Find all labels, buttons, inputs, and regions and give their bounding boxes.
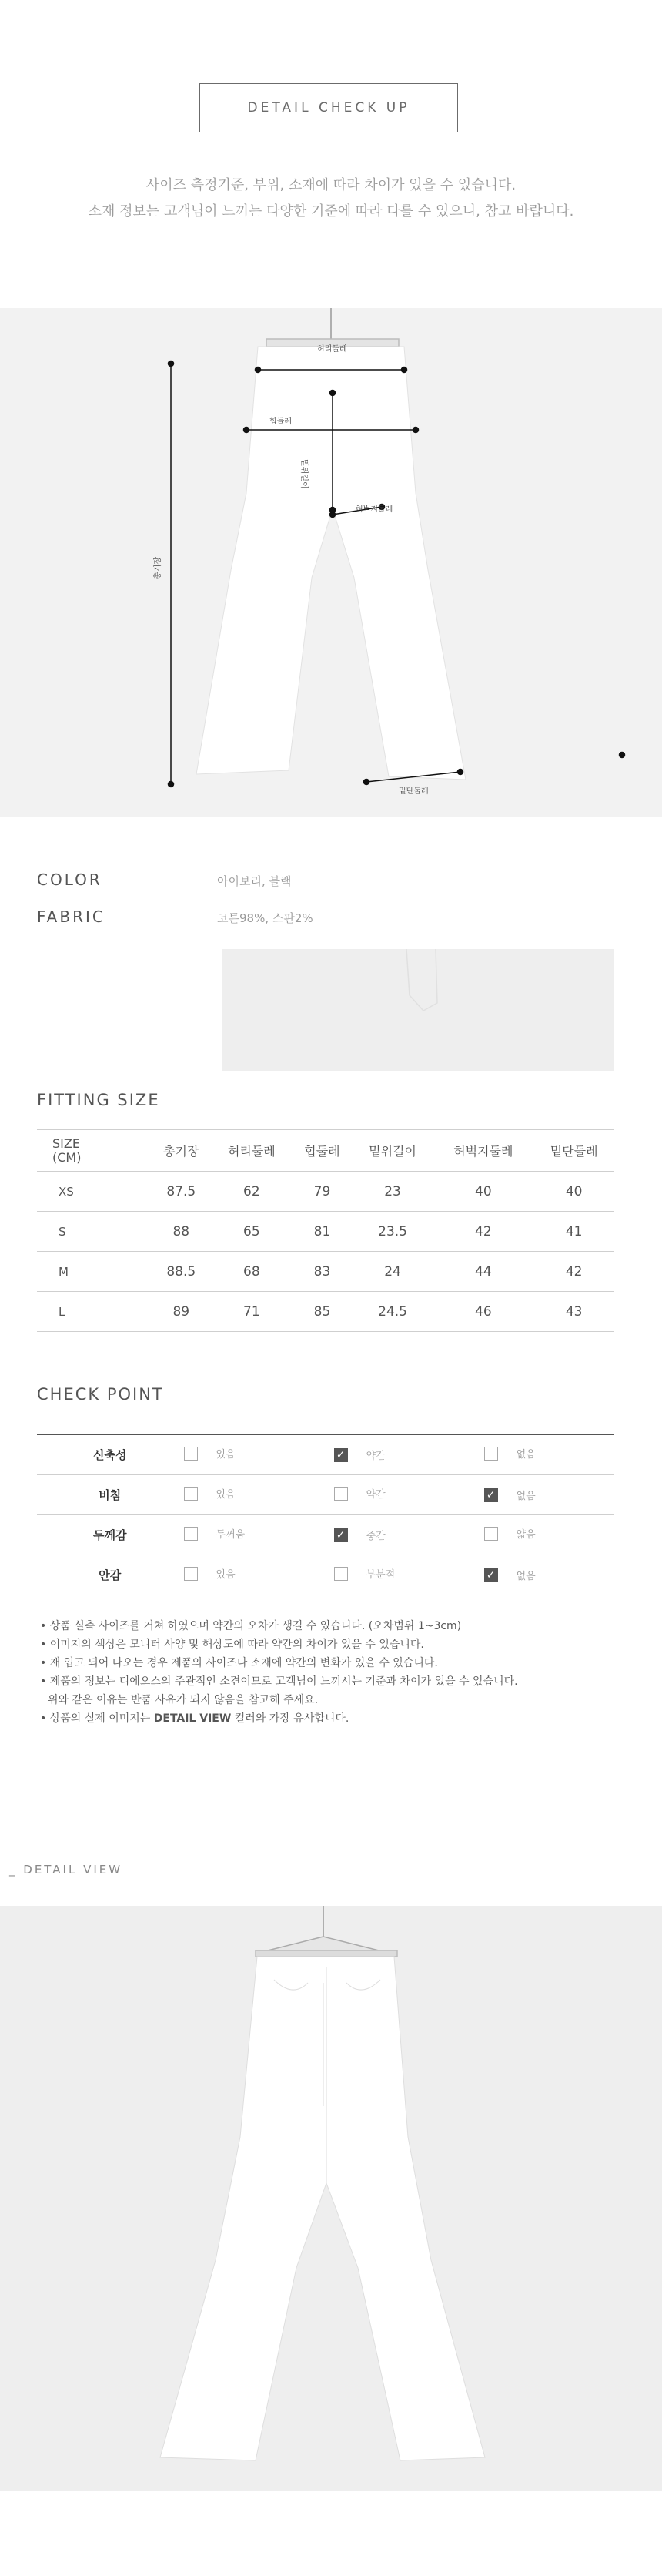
intro-line-2: 소재 정보는 고객님이 느끼는 다양한 기준에 따라 다를 수 있으니, 참고 바랍니다. (88, 203, 574, 220)
length-header: 총기장 (151, 1130, 212, 1172)
table-cell: 62 (212, 1172, 293, 1212)
note-5-bold: DETAIL VIEW (153, 1712, 232, 1725)
check-option-cell (183, 1515, 333, 1555)
note-5-post: 컬러와 가장 유사합니다. (231, 1712, 349, 1725)
table-cell: 40 (433, 1172, 533, 1212)
table-cell: 23.5 (353, 1212, 433, 1252)
size-table (37, 1129, 614, 1332)
detail-view-label: _ DETAIL VIEW (9, 1863, 123, 1877)
table-cell: 65 (212, 1212, 293, 1252)
check-option-cell (183, 1435, 333, 1475)
fabric-value: 코튼98%, 스판2% (217, 911, 313, 925)
check-option-cell (333, 1515, 483, 1555)
table-cell: 23 (353, 1172, 433, 1212)
size-cell: L (37, 1292, 151, 1332)
check-point-table (37, 1434, 614, 1595)
size-header: SIZE (CM) (37, 1130, 151, 1172)
hanger-icon (256, 1906, 397, 1957)
size-cell: M (37, 1252, 151, 1292)
check-option-label: 있음 (216, 1489, 236, 1501)
check-row (37, 1435, 614, 1475)
check-category: 안감 (37, 1555, 183, 1595)
thigh-header: 허벅지둘레 (433, 1130, 533, 1172)
check-option-cell (183, 1475, 333, 1515)
table-cell: 83 (292, 1252, 353, 1292)
size-table-header (37, 1130, 614, 1172)
table-cell: 46 (433, 1292, 533, 1332)
table-cell: 40 (533, 1172, 614, 1212)
table-row (37, 1172, 614, 1212)
check-option-label: 약간 (366, 1489, 386, 1501)
note-5 (40, 1710, 349, 1726)
note-5-pre: • 상품의 실제 이미지는 (40, 1712, 154, 1725)
size-cell: XS (37, 1172, 151, 1212)
check-option (184, 1446, 236, 1461)
check-option (484, 1568, 536, 1582)
check-category: 신축성 (37, 1435, 183, 1475)
check-option (484, 1488, 536, 1502)
check-option-label: 없음 (516, 1449, 536, 1461)
checked-checkbox-icon: ✓ (334, 1448, 348, 1462)
thigh-label: 허벅지둘레 (356, 505, 393, 514)
hem-header: 밑단둘레 (533, 1130, 614, 1172)
measurement-diagram (0, 308, 662, 817)
table-row (37, 1212, 614, 1252)
table-cell: 87.5 (151, 1172, 212, 1212)
color-label: COLOR (37, 870, 102, 889)
rise-label: 밑위길이 (299, 459, 308, 489)
waist-header: 허리둘레 (212, 1130, 293, 1172)
intro-line-1: 사이즈 측정기준, 부위, 소재에 따라 차이가 있을 수 있습니다. (145, 177, 517, 193)
check-option (334, 1486, 386, 1501)
length-label: 총기장 (154, 557, 162, 579)
check-option-label: 부분적 (366, 1569, 396, 1581)
check-option-cell (333, 1555, 483, 1595)
checkbox-icon (184, 1527, 198, 1541)
check-option (184, 1486, 236, 1501)
check-option (184, 1526, 246, 1541)
checkbox-icon (184, 1567, 198, 1581)
hem-label: 밑단둘레 (399, 787, 429, 796)
check-option-cell (483, 1435, 614, 1475)
check-option-cell (333, 1475, 483, 1515)
color-value: 아이보리, 블랙 (217, 874, 292, 888)
hip-header: 힙둘레 (292, 1130, 353, 1172)
detail-check-up-title: DETAIL CHECK UP (199, 83, 458, 132)
check-row (37, 1555, 614, 1595)
checkbox-icon (484, 1527, 498, 1541)
table-cell: 88.5 (151, 1252, 212, 1292)
check-option-cell (483, 1475, 614, 1515)
checked-checkbox-icon: ✓ (334, 1528, 348, 1542)
pants-image (160, 1957, 485, 2460)
checkbox-icon (184, 1447, 198, 1461)
check-option (484, 1526, 536, 1541)
check-option (334, 1447, 386, 1462)
table-cell: 81 (292, 1212, 353, 1252)
table-cell: 68 (212, 1252, 293, 1292)
check-option-cell (483, 1555, 614, 1595)
note-1: • 상품 실측 사이즈를 거쳐 하였으며 약간의 오차가 생길 수 있습니다. (오차범위 1~3cm) (40, 1620, 462, 1632)
table-cell: 44 (433, 1252, 533, 1292)
check-point-title: CHECK POINT (37, 1385, 164, 1404)
table-cell: 43 (533, 1292, 614, 1332)
table-row (37, 1292, 614, 1332)
check-row (37, 1475, 614, 1515)
check-row (37, 1515, 614, 1555)
note-3: • 재 입고 되어 나오는 경우 제품의 사이즈나 소재에 약간의 변화가 있을 수 있습니다. (40, 1657, 438, 1669)
checkbox-icon (484, 1447, 498, 1461)
table-cell: 42 (533, 1252, 614, 1292)
table-cell: 89 (151, 1292, 212, 1332)
note-4: • 제품의 정보는 디에오스의 주관적인 소견이므로 고객님이 느끼시는 기준과 차이가 있을 수 있습니다. (40, 1675, 518, 1688)
fabric-label: FABRIC (37, 907, 105, 926)
check-option-label: 약간 (366, 1451, 386, 1462)
checkbox-icon (334, 1487, 348, 1501)
pants-measurement-illustration (0, 308, 662, 817)
hip-label: 힙둘레 (269, 418, 292, 426)
table-cell: 71 (212, 1292, 293, 1332)
note-2: • 이미지의 색상은 모니터 사양 및 해상도에 따라 약간의 차이가 있을 수 있습니다. (40, 1639, 424, 1651)
check-option-label: 있음 (216, 1449, 236, 1461)
check-option-label: 없음 (516, 1571, 536, 1582)
table-cell: 24.5 (353, 1292, 433, 1332)
detail-view-image (0, 1906, 662, 2491)
size-cell: S (37, 1212, 151, 1252)
table-cell: 85 (292, 1292, 353, 1332)
check-option-label: 중간 (366, 1531, 386, 1542)
check-option-label: 있음 (216, 1569, 236, 1581)
table-cell: 24 (353, 1252, 433, 1292)
fabric-swatch-image (222, 949, 614, 1071)
checked-checkbox-icon: ✓ (484, 1488, 498, 1502)
check-option-cell (333, 1435, 483, 1475)
rise-header: 밑위길이 (353, 1130, 433, 1172)
note-4b: 위와 같은 이유는 반품 사유가 되지 않음을 참고해 주세요. (48, 1694, 319, 1706)
fitting-size-title: FITTING SIZE (37, 1091, 160, 1109)
check-option (334, 1528, 386, 1542)
hanger-icon (266, 308, 399, 347)
table-cell: 79 (292, 1172, 353, 1212)
check-option-label: 두꺼움 (216, 1529, 246, 1541)
table-cell: 41 (533, 1212, 614, 1252)
checkbox-icon (184, 1487, 198, 1501)
check-option (484, 1446, 536, 1461)
checked-checkbox-icon: ✓ (484, 1568, 498, 1582)
check-category: 비침 (37, 1475, 183, 1515)
check-option-cell (483, 1515, 614, 1555)
table-row (37, 1252, 614, 1292)
check-category: 두께감 (37, 1515, 183, 1555)
check-option (184, 1566, 236, 1581)
pants-image (196, 347, 466, 780)
checkbox-icon (334, 1567, 348, 1581)
table-cell: 88 (151, 1212, 212, 1252)
table-cell: 42 (433, 1212, 533, 1252)
check-option-label: 얇음 (516, 1529, 536, 1541)
check-option-cell (183, 1555, 333, 1595)
check-option-label: 없음 (516, 1491, 536, 1502)
check-option (334, 1566, 396, 1581)
waist-label: 허리둘레 (317, 345, 347, 354)
